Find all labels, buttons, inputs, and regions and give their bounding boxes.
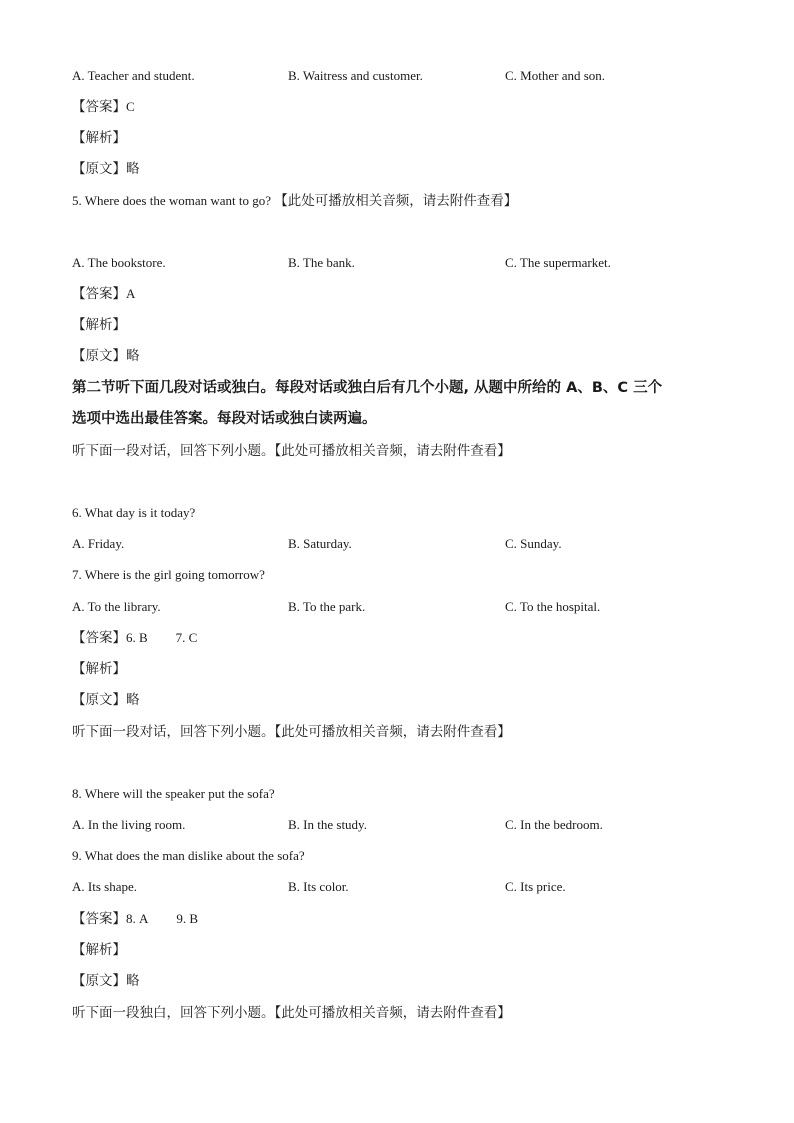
intro-text: 听下面一段对话，回答下列小题。 xyxy=(72,724,275,740)
monologue-intro xyxy=(72,1004,511,1022)
q7-option-c: C. To the hospital. xyxy=(505,599,601,614)
q4-analysis: 【解析】 xyxy=(72,130,126,146)
section-heading-line2: 选项中选出最佳答案。每段对话或独白读两遍。 xyxy=(72,411,377,427)
intro-text: 听下面一段独白，回答下列小题。 xyxy=(72,1005,275,1021)
q4-option-c: C. Mother and son. xyxy=(505,68,606,83)
q9-question: 9. What does the man dislike about the sofa? xyxy=(72,848,305,863)
q9-option-c: C. Its price. xyxy=(505,879,566,894)
answer-value-7: 7. C xyxy=(175,630,198,645)
q9-option-b: B. Its color. xyxy=(288,879,349,894)
answer-label: 【答案】 xyxy=(72,911,126,927)
original-value: 略 xyxy=(126,973,140,989)
q7-option-a: A. To the library. xyxy=(72,599,161,614)
answer-label: 【答案】 xyxy=(72,630,126,646)
original-value: 略 xyxy=(126,161,140,177)
q4-original xyxy=(72,160,140,178)
dialog1-intro xyxy=(72,442,511,460)
q6-question: 6. What day is it today? xyxy=(72,505,196,520)
audio-attachment-note: 【此处可播放相关音频，请去附件查看】 xyxy=(274,724,511,740)
q8-option-a: A. In the living room. xyxy=(72,817,186,832)
q7-question: 7. Where is the girl going tomorrow? xyxy=(72,567,265,582)
q6-option-a: A. Friday. xyxy=(72,536,125,551)
dialog2-analysis: 【解析】 xyxy=(72,942,126,958)
answer-value-9: 9. B xyxy=(176,911,199,926)
q5-option-a: A. The bookstore. xyxy=(72,255,166,270)
q4-option-a: A. Teacher and student. xyxy=(72,68,195,83)
section-heading-line1: 第二节听下面几段对话或独白。每段对话或独白后有几个小题, 从题中所给的 A、B、C 三个 xyxy=(72,380,663,396)
answer-label: 【答案】 xyxy=(72,286,126,302)
q6-option-b: B. Saturday. xyxy=(288,536,352,551)
q9-option-a: A. Its shape. xyxy=(72,879,137,894)
answer-value-6: 6. B xyxy=(126,630,148,645)
intro-text: 听下面一段对话，回答下列小题。 xyxy=(72,443,275,459)
audio-attachment-note: 【此处可播放相关音频，请去附件查看】 xyxy=(274,193,518,209)
dialog2-original xyxy=(72,972,140,990)
original-label: 【原文】 xyxy=(72,161,126,177)
dialog1-answer xyxy=(72,629,197,647)
dialog2-intro xyxy=(72,723,511,741)
q5-option-c: C. The supermarket. xyxy=(505,255,611,270)
q6-option-c: C. Sunday. xyxy=(505,536,562,551)
q5-original xyxy=(72,347,140,365)
audio-attachment-note: 【此处可播放相关音频，请去附件查看】 xyxy=(274,443,511,459)
answer-value: C xyxy=(126,99,135,114)
original-label: 【原文】 xyxy=(72,973,126,989)
q4-option-b: B. Waitress and customer. xyxy=(288,68,423,83)
original-value: 略 xyxy=(126,348,140,364)
q5-analysis: 【解析】 xyxy=(72,317,126,333)
dialog2-answer xyxy=(72,910,198,928)
original-label: 【原文】 xyxy=(72,348,126,364)
q5-answer xyxy=(72,285,135,303)
q4-answer xyxy=(72,98,135,116)
dialog1-analysis: 【解析】 xyxy=(72,661,126,677)
question-text: 5. Where does the woman want to go? xyxy=(72,193,272,208)
answer-value-8: 8. A xyxy=(126,911,149,926)
answer-value: A xyxy=(126,286,136,301)
dialog1-original xyxy=(72,691,140,709)
q7-option-b: B. To the park. xyxy=(288,599,366,614)
q8-option-b: B. In the study. xyxy=(288,817,367,832)
q5-question xyxy=(72,192,517,210)
answer-label: 【答案】 xyxy=(72,99,126,115)
audio-attachment-note: 【此处可播放相关音频，请去附件查看】 xyxy=(274,1005,511,1021)
original-label: 【原文】 xyxy=(72,692,126,708)
original-value: 略 xyxy=(126,692,140,708)
q8-option-c: C. In the bedroom. xyxy=(505,817,603,832)
q5-option-b: B. The bank. xyxy=(288,255,355,270)
q8-question: 8. Where will the speaker put the sofa? xyxy=(72,786,275,801)
